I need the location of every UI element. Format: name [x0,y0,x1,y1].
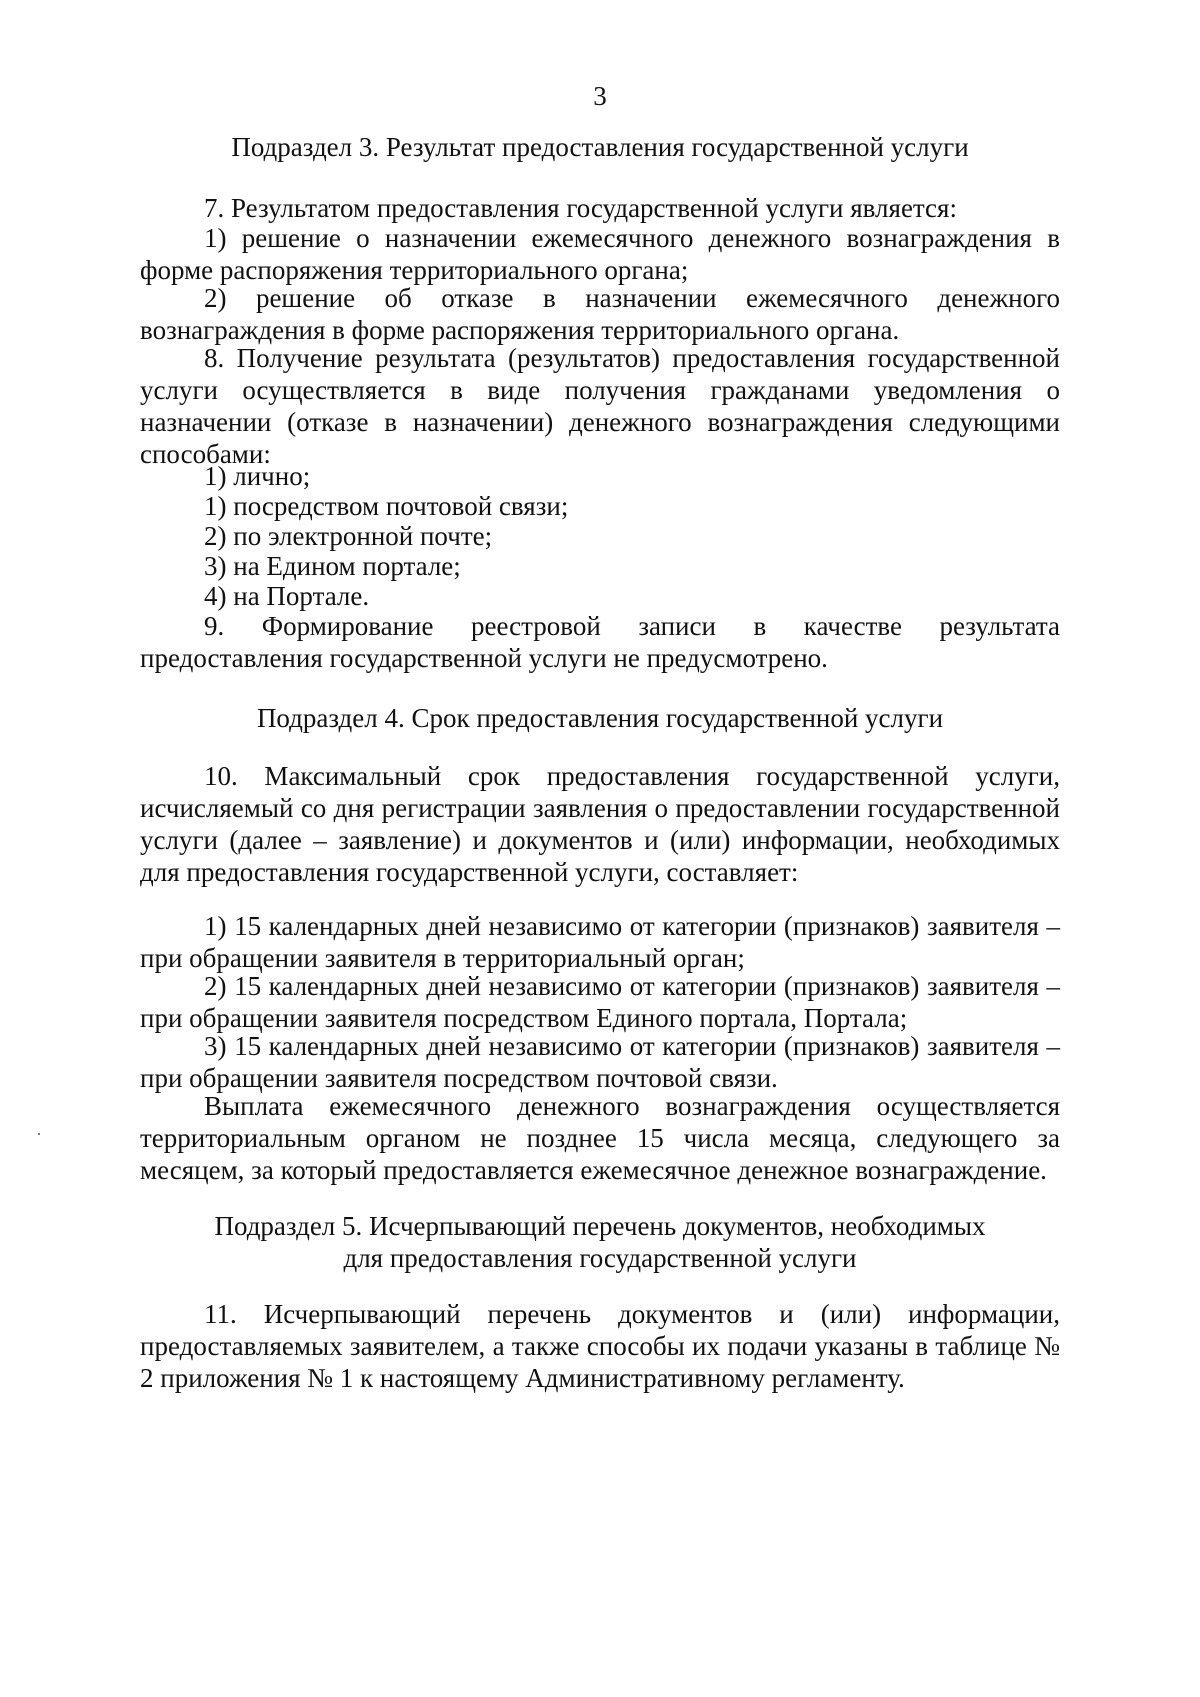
paragraph-7-item-2: 2) решение об отказе в назначении ежемесячного денежного вознаграждения в форме распоряжения территориального органа. [140,283,1060,345]
page-number: 3 [593,81,607,111]
subsection-5-title [140,1210,1060,1274]
paragraph-8-item-4: 3) на Едином портале; [204,551,461,581]
subsection-3-title: Подраздел 3. Результат предоставления государственной услуги [231,132,969,162]
paragraph-7: 7. Результатом предоставления государственной услуги является: [204,193,957,223]
paragraph-9: 9. Формирование реестровой записи в качестве результата предоставления государственной услуги не предусмотрено. [140,611,1060,673]
paragraph-8-item-5: 4) на Портале. [204,581,370,611]
paragraph-8: 8. Получение результата (результатов) предоставления государственной услуги осуществляется в виде получения гражданами уведомления о назначении (отказе в назначении) денежного вознаграждения следующими способами: [140,343,1060,469]
subsection-4-title: Подраздел 4. Срок предоставления государственной услуги [256,703,944,733]
paragraph-10: 10. Максимальный срок предоставления государственной услуги, исчисляемый со дня регистрации заявления о предоставлении государственной услуги (далее – заявление) и документов и (или) информации, необходимых для предоставления государственной услуги, составляет: [140,761,1060,887]
paragraph-10-item-3: 3) 15 календарных дней независимо от категории (признаков) заявителя – при обращении заявителя посредством почтовой связи. [140,1031,1060,1093]
paragraph-7-item-1: 1) решение о назначении ежемесячного денежного вознаграждения в форме распоряжения территориального органа; [140,223,1060,285]
paragraph-10-item-1: 1) 15 календарных дней независимо от категории (признаков) заявителя – при обращении заявителя в территориальный орган; [140,911,1060,973]
scan-speck [38,1133,40,1135]
paragraph-8-item-1: 1) лично; [204,461,311,491]
subsection-5-title-line-2: для предоставления государственной услуги [343,1243,857,1273]
paragraph-8-item-2: 1) посредством почтовой связи; [204,491,569,521]
subsection-5-title-line-1: Подраздел 5. Исчерпывающий перечень документов, необходимых [214,1211,986,1241]
paragraph-11: 11. Исчерпывающий перечень документов и (или) информации, предоставляемых заявителем, а также способы их подачи указаны в таблице № 2 приложения № 1 к настоящему Административному регламенту. [140,1299,1060,1393]
paragraph-8-item-3: 2) по электронной почте; [204,521,493,551]
paragraph-10-item-2: 2) 15 календарных дней независимо от категории (признаков) заявителя – при обращении заявителя посредством Единого портала, Портала; [140,971,1060,1033]
payment-paragraph: Выплата ежемесячного денежного вознаграждения осуществляется территориальным органом не позднее 15 числа месяца, следующего за месяцем, за который предоставляется ежемесячное денежное вознаграждение. [140,1091,1060,1185]
